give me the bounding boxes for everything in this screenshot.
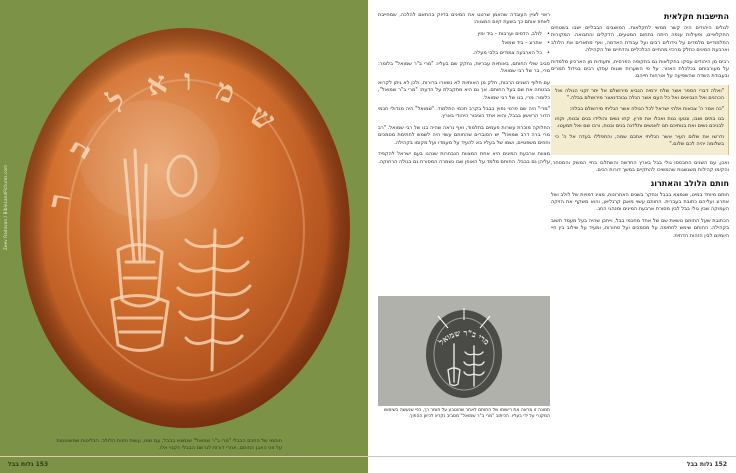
left-folio: 153 גלות בבל — [8, 461, 49, 468]
paragraph: מצוות ארבעת המינים היא אחת המצוות הנבחרות שנהגו בעם ישראל להקפיד עליהן גם בבבל. החותם מלמד על האופן שבו נשמרה המסורת גם בגולה הרחוקה. — [378, 151, 550, 165]
seal-impression-figure — [378, 296, 550, 406]
paragraph: "מרי" היה שם פרטי נפוץ בבבל בקרב חכמי התלמוד. "שמואל" היה מגדולי חכמי הדור הראשון בבבל, והוא אחד הציבור היהודי בארץ. — [378, 106, 550, 120]
right-folio: 152 גלות בבל — [686, 461, 727, 468]
photo-credit: Zeev Radovan / BibleLandPictures.com — [3, 164, 8, 250]
right-footer-rule — [368, 456, 736, 457]
text-column-left — [378, 12, 550, 170]
inscription-letter: מ — [211, 72, 240, 112]
text-column-right — [551, 12, 729, 244]
paragraph: ראוי לציין העובדה שהאמן שרטט את המינים בדיוק בהתאם להלכה, שמחייבת לאחוז אותם כך בשעת קיום המצווה: — [378, 12, 550, 26]
paragraph: ואכן, עם השנים התבססו גולי בבל בארץ החדשה והשתלבו בחיי המשק והמסחר, והקימו קהילות משגשגות שהמשיכו להתקיים במשך דורות רבים. — [551, 159, 729, 174]
right-page — [368, 0, 736, 473]
left-caption: חותמו של החכם הבבלי "מרי ב"ר שמואל" שנמצא בבבל, עם שמו, עשות וחזות הלולב. הבליטות שמשוטטות על פני האבן החותם, אחרי דורות לגרשם הבבלי הקנוי אלו. — [56, 438, 282, 451]
quote-box — [551, 85, 729, 155]
quote-paragraph: "ואלה דברי הספר אשר שלח ירמיה הנביא מירושלם אל יתר זקני הגולה ואל הכהנים ואל הנביאים ואל כל העם אשר הגלה נבוכדנאצר מירושלם בבלה." — [555, 87, 724, 102]
inscription-letter: ר — [41, 190, 79, 212]
quote-paragraph: "כה אמר ה' צבאות אלהי ישראל לכל הגולה אשר הגליתי מירושלם בבלה: — [569, 105, 724, 112]
list-item: • אתרוג – ביד שמאל — [378, 40, 550, 47]
paragraph: החלוקה מוכרת עשרות פעמים בתלמוד, ואף נראה שהיה בנו של רבי שמואל. "רב מרי ברה דרב שמואל" יש הסוברים שהחותם עשוי היה לשמש לחתימת מסמכים וחוזים משפטיים, ושמו של בעליו בא להעיד על מעמדו ועל מקומו בקהילה. — [378, 124, 550, 146]
paragraph: סביב שולי החותם, באותיות עבריות, נחקק שם בעליו: "מרי ב"ר שמואל" בלומר: מרי, בר של רבי שמואל. — [378, 61, 550, 75]
impression-oval — [426, 310, 502, 398]
inscription-letter: ש — [243, 97, 281, 139]
left-footer-rule — [0, 456, 368, 457]
section-title: חותם הלולב והאתרוג — [650, 178, 729, 188]
paragraph: רבים מן היהודים עסקו בחקלאות גם בתקופה הפרסית, ותעודות מן הארכיון מלמדות על מעורבותם בכלכלת האזור. על פי השערות שונות עסקו רבים בגידול תמרים ובעבודת השדה שהשפיעה על אורחות חייהם. — [551, 58, 729, 80]
inscription-letter: א — [143, 64, 171, 104]
inscription-letter: ב — [60, 133, 99, 164]
paragraph: לגולים היהודים היה קשר ממשי לחקלאות. המושבים הבבליים ישבו בשטחים החקלאיים, ופעילות ענפה היתה בתחום המטעים, הדקלים והתבואה. המקורות התלמודיים מלמדים על גידולים רבים ועל עבודת האדמה, ואף מתארים את הלולב וארבעת המינים כחלק מרכזי מהחיים הכלכליים והדתיים של הקהילה. — [551, 25, 729, 54]
inscription-letter: ל — [102, 83, 133, 121]
figure-caption: תמונה זו מראה את רישומו של החותם לאחר שהוטבע על חומר רך, כפי שנעשה בשימוש המקורי על ידי בעליו. הכיתוב "מרי ב"ר שמואל" מסביב נקרא לכיוון ההפוך. — [384, 408, 550, 420]
paragraph: עם חלוף השנים הרבות, חלק מן האותיות לא נשארו ברורות, ולכן לא ניתן לקרוא בבטחה את שם בעל החותם. אך גם היא מתקבלת על הדעת: "מרי ב"ר שמואל", כלומר: מרי, בנו של רבי שמואל. — [378, 79, 550, 101]
impression-inscription: מרי ב"ר שמואל — [436, 327, 492, 347]
bullet-list — [378, 31, 550, 57]
list-item: • לולב, הדסים וערבות – ביד ימין — [378, 31, 550, 38]
inscription-letter: ו — [184, 63, 192, 98]
paragraph: חותם מיוחד במינו, שנמצא בבבל ונחקר בשנים האחרונות, מציג דמויות של לולב ושל אתרוג ועליהם כתובת בעברית. החותם עשוי מאבן קרנליאן, והוא משקף את הזיקה העמוקה שבין גולי בבל לבין מסורת ארבעת המינים ומנהגי החג. — [551, 191, 729, 213]
quote-paragraph: בנו בתים ושבו, ונטעו גנות ואכלו את פרין. קחו נשים והולידו בנים ובנות, וקחו לבניכם נשים ואת בנותיכם תנו לאנשים ותלדנה בנים ובנות, ורבו שם ואל תמעטו. — [555, 116, 724, 130]
section-title: התישבות חקלאית — [663, 12, 729, 21]
quote-paragraph: ודרשו את שלום העיר אשר הגליתי אתכם שמה, והתפללו בעדה אל ה' כי בשלומה יהיה לכם שלום." — [555, 133, 724, 148]
paragraph: הכתובת שעל החותם נושאת שם של אחד מחכמי בבל, וייתכן שהיה בעל מעמד חשוב בקהילה. החותם שימש לחתימה על מסמכים ועל סחורות, ומעיד על שילוב בין חיי היומיום לבין הזהות הדתית. — [551, 217, 729, 239]
list-item: • כל הארבעה צמודים בלבי מעלה. — [378, 50, 550, 57]
